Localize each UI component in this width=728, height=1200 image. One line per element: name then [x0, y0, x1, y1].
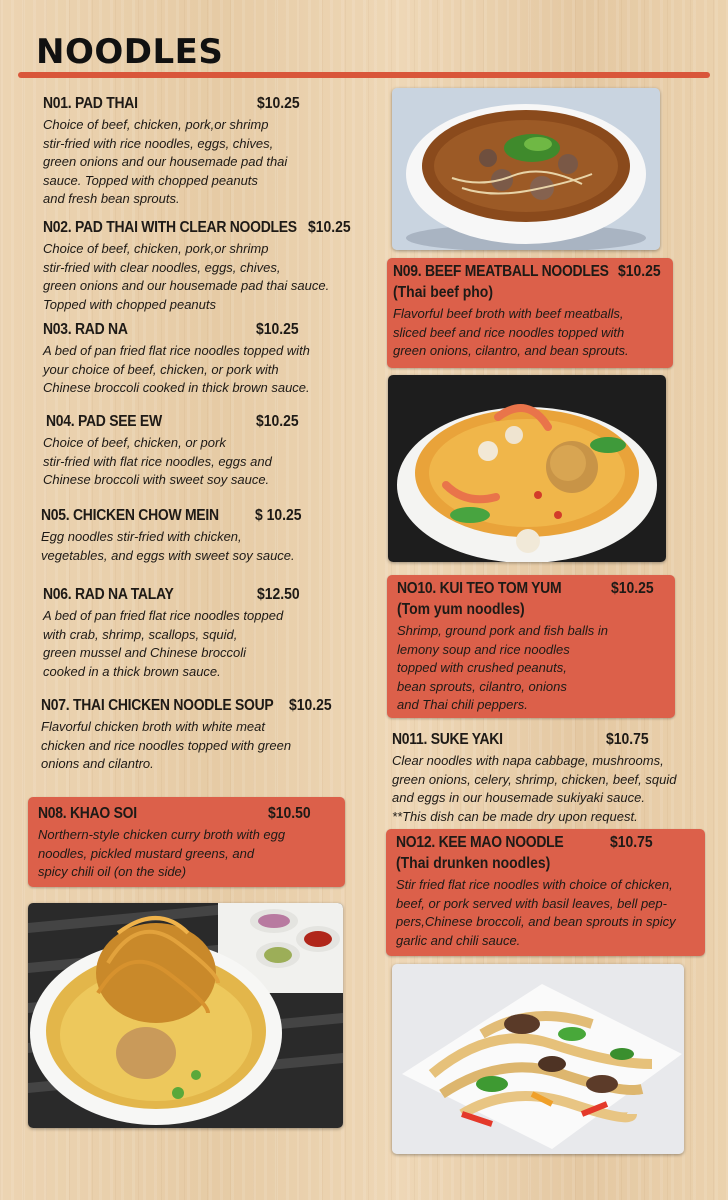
page-title: NOODLES: [36, 32, 224, 72]
beef-noodle-soup-photo: [392, 88, 660, 250]
khao-soi-photo: [28, 903, 343, 1128]
menu-item-kui-teo-tom-yum: [387, 575, 675, 718]
item-subtitle: (Tom yum noodles): [397, 601, 525, 618]
menu-item-pad-see-ew: [43, 413, 373, 490]
item-name: N03. RAD NA: [43, 321, 128, 338]
menu-item-chicken-chow-mein: [41, 507, 371, 565]
item-description: Egg noodles stir-fried with chicken, vegetables, and eggs with sweet soy sauce.: [41, 529, 295, 563]
item-name: N05. CHICKEN CHOW MEIN: [41, 507, 219, 524]
menu-item-rad-na: [43, 321, 373, 398]
item-price: $10.25: [611, 580, 654, 597]
item-description: A bed of pan fried flat rice noodles topped with your choice of beef, chicken, or pork with Chinese broccoli cooked in thick brown sauce.: [43, 343, 310, 395]
menu-item-beef-meatball-noodles: [387, 258, 673, 368]
tom-yum-noodle-soup-photo: [388, 375, 666, 562]
menu-item-thai-chicken-noodle-soup: [41, 697, 381, 774]
menu-item-rad-na-talay: [43, 586, 373, 681]
item-subtitle: (Thai beef pho): [393, 284, 493, 301]
item-description: Shrimp, ground pork and fish balls in lemony soup and rice noodles topped with crushed peanuts, bean sprouts, cilantro, onions and Thai chili peppers.: [397, 623, 609, 712]
item-description: Flavorful beef broth with beef meatballs, sliced beef and rice noodles topped with green onions, cilantro, and bean sprouts.: [393, 306, 629, 358]
item-name: N06. RAD NA TALAY: [43, 586, 174, 603]
menu-item-suke-yaki: [392, 731, 712, 826]
item-name: NO10. KUI TEO TOM YUM: [397, 580, 562, 597]
item-price: $10.25: [618, 263, 661, 280]
item-description: Northern-style chicken curry broth with egg noodles, pickled mustard greens, and spicy chili oil (on the side): [38, 827, 286, 879]
item-price: $10.25: [256, 413, 299, 430]
item-price: $10.25: [289, 697, 332, 714]
item-price: $ 10.25: [255, 507, 302, 524]
menu-item-khao-soi: [28, 797, 345, 887]
item-subtitle: (Thai drunken noodles): [396, 855, 551, 872]
item-description: Stir fried flat rice noodles with choice of chicken, beef, or pork served with basil leaves, bell pep- pers,Chinese broccoli, and bean sprouts in spicy garlic and chili sauce.: [396, 877, 676, 948]
item-price: $10.25: [257, 95, 300, 112]
item-name: N01. PAD THAI: [43, 95, 138, 112]
item-name: NO12. KEE MAO NOODLE: [396, 834, 564, 851]
item-name: N09. BEEF MEATBALL NOODLES: [393, 263, 609, 280]
item-description: Choice of beef, chicken, or pork stir-fried with flat rice noodles, eggs and Chinese broccoli with sweet soy sauce.: [43, 435, 272, 487]
item-description: A bed of pan fried flat rice noodles topped with crab, shrimp, scallops, squid, green mussel and Chinese broccoli cooked in a thick brown sauce.: [43, 608, 284, 679]
menu-item-pad-thai: [43, 95, 373, 209]
item-description: Choice of beef, chicken, pork,or shrimp stir-fried with clear noodles, eggs, chives, green onions and our housemade pad thai sauce. Topped with chopped peanuts: [43, 241, 330, 312]
title-underline: [18, 72, 710, 78]
drunken-noodles-photo: [392, 964, 684, 1154]
item-price: $10.25: [256, 321, 299, 338]
menu-item-pad-thai-clear-noodles: [43, 219, 383, 314]
item-price: $10.75: [606, 731, 649, 748]
item-description: Flavorful chicken broth with white meat chicken and rice noodles topped with green onions and cilantro.: [41, 719, 292, 771]
item-name: N07. THAI CHICKEN NOODLE SOUP: [41, 697, 274, 714]
item-price: $10.50: [268, 805, 311, 822]
item-name: N02. PAD THAI WITH CLEAR NOODLES: [43, 219, 297, 236]
item-description: Choice of beef, chicken, pork,or shrimp stir-fried with rice noodles, eggs, chives, green onions and our housemade pad thai sauce. Topped with chopped peanuts and fresh bean sprouts.: [43, 117, 288, 206]
item-name: N011. SUKE YAKI: [392, 731, 503, 748]
item-price: $10.75: [610, 834, 653, 851]
item-price: $12.50: [257, 586, 300, 603]
item-name: N04. PAD SEE EW: [46, 413, 162, 430]
menu-item-kee-mao-noodle: [386, 829, 705, 956]
item-price: $10.25: [308, 219, 351, 236]
item-description: Clear noodles with napa cabbage, mushrooms, green onions, celery, shrimp, chicken, beef, squid and eggs in our housemade sukiyaki sauce. **This dish can be made dry upon request.: [392, 753, 677, 824]
item-name: N08. KHAO SOI: [38, 805, 137, 822]
